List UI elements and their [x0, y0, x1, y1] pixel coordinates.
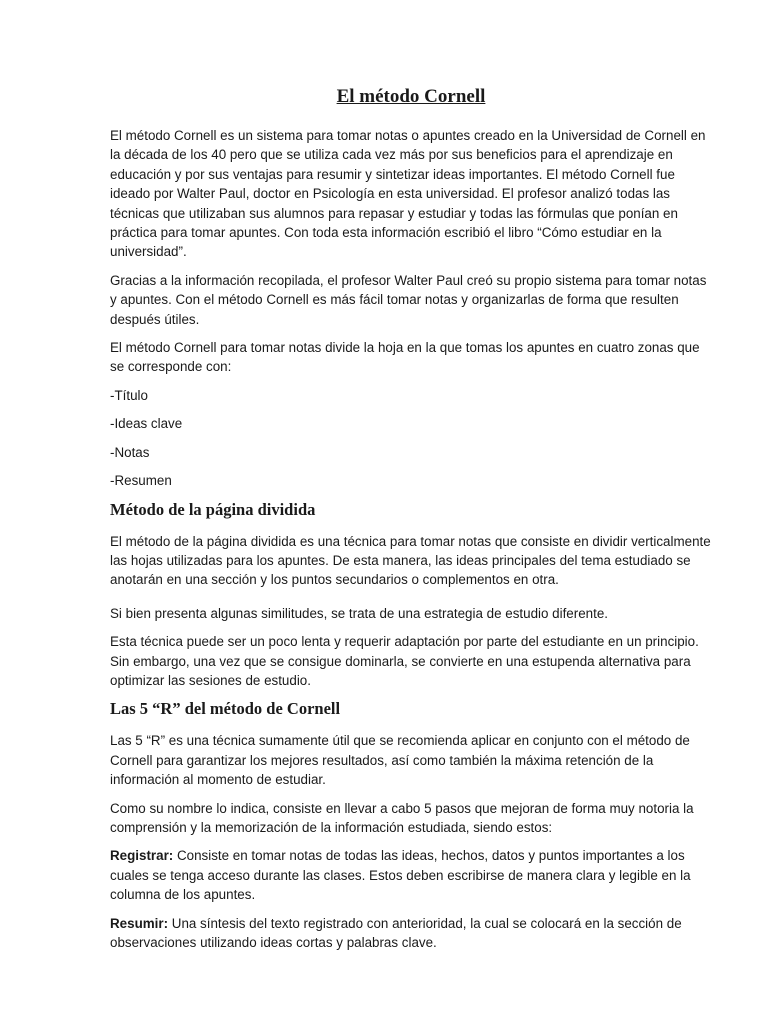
- 5r-paragraph-2: Como su nombre lo indica, consiste en llevar a cabo 5 pasos que mejoran de forma muy notoria la comprensión y la memorización de la información estudiada, siendo estos:: [110, 800, 694, 835]
- page-title: El método Cornell: [336, 86, 486, 107]
- section-heading-split-page: Método de la página dividida: [110, 499, 316, 519]
- step-register: [110, 846, 712, 904]
- intro-paragraph-1: El método Cornell es un sistema para tomar notas o apuntes creado en la Universidad de Cornell en la década de los 40 pero que se utiliza cada vez más por sus beneficios para el aprendizaje en educación y por sus ventajas para resumir y sintetizar ideas importantes. El método Cornell fue ideado por Walter Paul, doctor en Psicología en esta universidad. El profesor analizó todas las técnicas que utilizaban sus alumnos para repasar y estudiar y todas las fórmulas que ponían en práctica para tomar apuntes. Con toda esta información escribió el libro “Cómo estudiar en la universidad”.: [110, 128, 706, 260]
- zone-item-title: -Título: [110, 387, 148, 403]
- step-register-text: Consiste en tomar notas de todas las ideas, hechos, datos y puntos importantes a los cuales se tenga acceso durante las clases. Estos deben escribirse de manera clara y legible en la columna de los apuntes.: [110, 848, 691, 903]
- zone-item-notes: -Notas: [110, 444, 150, 460]
- zone-item-summary: -Resumen: [110, 473, 172, 489]
- intro-paragraph-3: El método Cornell para tomar notas divide la hoja en la que tomas los apuntes en cuatro zonas que se corresponde con:: [110, 340, 700, 375]
- split-paragraph-1: El método de la página dividida es una técnica para tomar notas que consiste en dividir verticalmente las hojas utilizadas para los apuntes. De esta manera, las ideas principales del tema estudiado se anotarán en una sección y los puntos secundarios o complementos en otra.: [110, 533, 711, 588]
- section-heading-5r: Las 5 “R” del método de Cornell: [110, 699, 341, 719]
- intro-paragraph-2: Gracias a la información recopilada, el profesor Walter Paul creó su propio sistema para tomar notas y apuntes. Con el método Cornell es más fácil tomar notas y organizarlas de forma que resulten después útiles.: [110, 272, 707, 327]
- 5r-paragraph-1: Las 5 “R” es una técnica sumamente útil que se recomienda aplicar en conjunto con el método de Cornell para garantizar los mejores resultados, así como también la máxima retención de la información al momento de estudiar.: [110, 733, 690, 788]
- split-paragraph-3: Esta técnica puede ser un poco lenta y requerir adaptación por parte del estudiante en un principio. Sin embargo, una vez que se consigue dominarla, se convierte en una estupenda alternativa para optimizar las sesiones de estudio.: [110, 634, 699, 688]
- step-summarize: [110, 914, 712, 953]
- step-summarize-text: Una síntesis del texto registrado con anterioridad, la cual se colocará en la sección de observaciones utilizando ideas cortas y palabras clave.: [110, 915, 682, 950]
- step-register-term: Registrar:: [110, 848, 174, 864]
- split-paragraph-2: Si bien presenta algunas similitudes, se trata de una estrategia de estudio diferente.: [110, 605, 608, 621]
- zone-item-key-ideas: -Ideas clave: [110, 416, 183, 432]
- step-summarize-term: Resumir:: [110, 915, 169, 931]
